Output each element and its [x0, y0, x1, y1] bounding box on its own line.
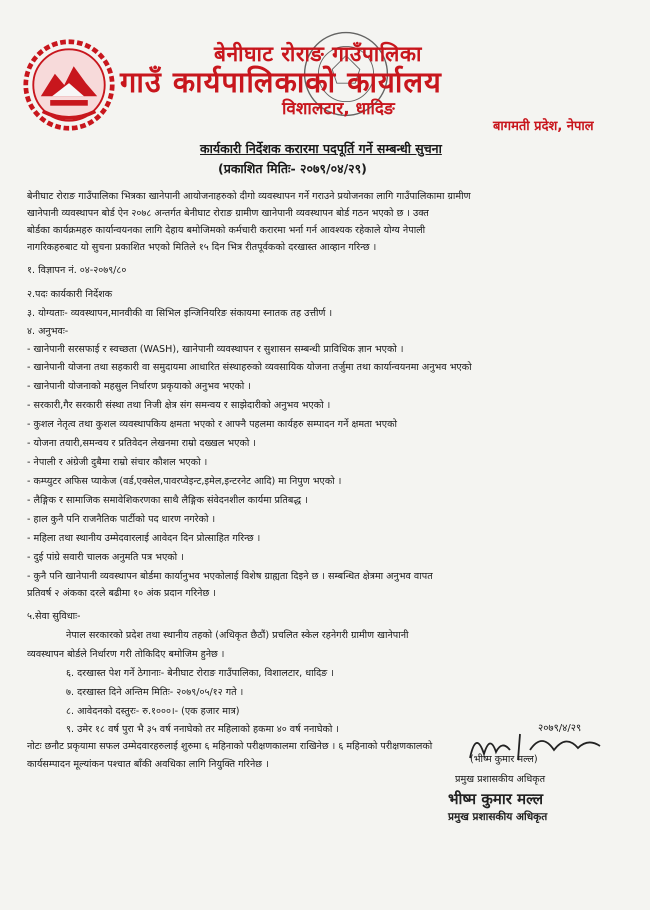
- experience-item: - कुशल नेतृत्व तथा कुशल व्यवस्थापकिय क्षमता भएको र आफ्नै पहलमा कार्यहरु सम्पादन गर्ने क्षमता भएको: [27, 419, 397, 430]
- facilities-heading: ५.सेवा सुविधाः-: [27, 611, 81, 622]
- note-line: नोटः छनौट प्रकृयामा सफल उम्मेदवारहरुलाई शुरुमा ६ महिनाको परीक्षणकालमा राखिनेछ । ६ महिनाको परीक्षणकालको: [27, 741, 433, 752]
- note-line: कार्यसम्पादन मूल्यांकन पश्चात बाँकी अवधिका लागि नियुक्ति गरिनेछ ।: [27, 759, 269, 770]
- signatory-name: (भीष्म कुमार मल्ल): [470, 754, 538, 765]
- item-experience-heading: ४. अनुभवः-: [27, 326, 69, 337]
- intro-line: नागरिकहरुबाट यो सुचना प्रकाशित भएको मितिले १५ दिन भित्र रीतपूर्वकको दरखास्त आव्हान गरिन्छ ।: [27, 242, 377, 253]
- experience-item: - कुनै पनि खानेपानी व्यवस्थापन बोर्डमा कार्यानुभव भएकोलाई विशेष ग्राह्यता दिइने छ । सम्बन्धित क्षेत्रमा अनुभव वापत: [27, 571, 433, 582]
- signatory-title: प्रमुख प्रशासकीय अधिकृत: [455, 774, 546, 785]
- facilities-line: व्यवस्थापन बोर्डले निर्धारण गरी तोकिदिए बमोजिम हुनेछ ।: [27, 649, 225, 660]
- experience-item: प्रतिवर्ष २ अंकका दरले बढीमा १० अंक प्रदान गरिनेछ ।: [27, 588, 216, 599]
- letterhead-address: विशालटार, धादिङ: [282, 99, 395, 119]
- facilities-line: नेपाल सरकारको प्रदेश तथा स्थानीय तहको (अधिकृत छैठौं) प्रचलित स्केल रहनेगरी ग्रामीण खानेपानी: [66, 630, 409, 641]
- item-advertisement-no: १. विज्ञापन नं. ०४-२०७९/८०: [27, 265, 127, 276]
- item-deadline: ७. दरखास्त दिने अन्तिम मितिः- २०७९/०५/१२ गते ।: [66, 687, 244, 698]
- item-position: २.पदः कार्यकारी निर्देशक: [27, 289, 113, 300]
- item-application-address: ६. दरखास्त पेश गर्ने ठेगानाः- बेनीघाट रोराङ गाउँपालिका, विशालटार, धादिङ ।: [66, 668, 334, 679]
- item-age: ९. उमेर १८ वर्ष पुरा भै ३५ वर्ष ननाघेको तर महिलाको हकमा ४० वर्ष ननाघेको ।: [66, 724, 340, 735]
- intro-line: खानेपानी व्यवस्थापन बोर्ड ऐन २०७८ अन्तर्गत बेनीघाट रोराङ ग्रामीण खानेपानी व्यवस्थापन बोर्ड गठन भएको छ । उक्त: [27, 208, 429, 219]
- intro-line: बेनीघाट रोराङ गाउँपालिका भित्रका खानेपानी आयोजनाहरुको दीगो व्यवस्थापन गर्ने गराउने प्रयोजनका लागि गाउँपालिकामा ग्रामीण: [27, 191, 471, 202]
- signature-stamp: [448, 790, 598, 826]
- experience-item: - खानेपानी सरसफाई र स्वच्छता (WASH), खानेपानी व्यवस्थापन र सुशासन सम्बन्धी प्राविधिक ज्ञान भएको ।: [27, 344, 404, 355]
- published-date: (प्रकाशित मितिः- २०७९/०४/२९): [218, 161, 367, 176]
- experience-item: - महिला तथा स्थानीय उम्मेदवारलाई आवेदन दिन प्रोत्साहित गरिन्छ ।: [27, 533, 261, 544]
- experience-item: - हाल कुनै पनि राजनैतिक पार्टीको पद धारण नगरेको ।: [27, 514, 216, 525]
- experience-item: - सरकारी,गैर सरकारी संस्था तथा निजी क्षेत्र संग समन्वय र साझेदारीको अनुभव भएको ।: [27, 400, 331, 411]
- experience-item: - खानेपानी योजना तथा सहकारी वा समुदायमा आधारित संस्थाहरुको व्यवसायिक योजना तर्जुमा तथा कार्यान्वयनमा अनुभव भएको: [27, 362, 472, 373]
- experience-item: - योजना तयारी,समन्वय र प्रतिवेदन लेखनमा राम्रो दख्खल भएको ।: [27, 438, 257, 449]
- nepal-emblem-icon: [22, 38, 116, 132]
- experience-item: - कम्प्युटर अफिस प्याकेज (वर्ड,एक्सेल,पावरप्वेइन्ट,इमेल,इन्टरनेट आदि) मा निपुण भएको ।: [27, 476, 342, 487]
- stamp-title: प्रमुख प्रशासकीय अधिकृत: [448, 811, 548, 823]
- item-qualification: ३. योग्यताः- व्यवस्थापन,मानवीकी वा सिभिल इन्जिनियरिङ संकायमा स्नातक तह उत्तीर्ण ।: [27, 308, 333, 319]
- item-fee: ८. आवेदनको दस्तुरः- रु.१०००।- (एक हजार मात्र): [66, 706, 240, 717]
- experience-item: - खानेपानी योजनाको महसुल निर्धारण प्रकृयाको अनुभव भएको ।: [27, 381, 251, 392]
- intro-line: बोर्डका कार्यक्रमहरु कार्यान्वयनका लागि देहाय बमोजिमको कर्मचारी करारमा भर्ना गर्न आवश्यक रहेकाले योग्य नेपाली: [27, 225, 426, 236]
- notice-title: कार्यकारी निर्देशक करारमा पदपूर्ति गर्ने सम्बन्धी सुचना: [200, 141, 442, 156]
- signature-date: २०७९/४/२९: [538, 723, 582, 734]
- experience-item: - लैङ्गिक र सामाजिक समावेशिकरणका साथै लैङ्गिक संवेदनशील कार्यमा प्रतिबद्ध ।: [27, 495, 308, 506]
- experience-item: - दुई पांग्रे सवारी चालक अनुमति पत्र भएको ।: [27, 552, 184, 563]
- letterhead-municipality: बेनीघाट रोराङ गाउँपालिका: [214, 42, 422, 66]
- letterhead-office: गाउँ कार्यपालिकाको कार्यालय: [120, 65, 442, 99]
- letterhead-province: बागमती प्रदेश, नेपाल: [493, 119, 594, 134]
- experience-item: - नेपाली र अंग्रेजी दुबैमा राम्रो संचार कौशल भएको ।: [27, 457, 208, 468]
- stamp-name: भीष्म कुमार मल्ल: [448, 790, 543, 808]
